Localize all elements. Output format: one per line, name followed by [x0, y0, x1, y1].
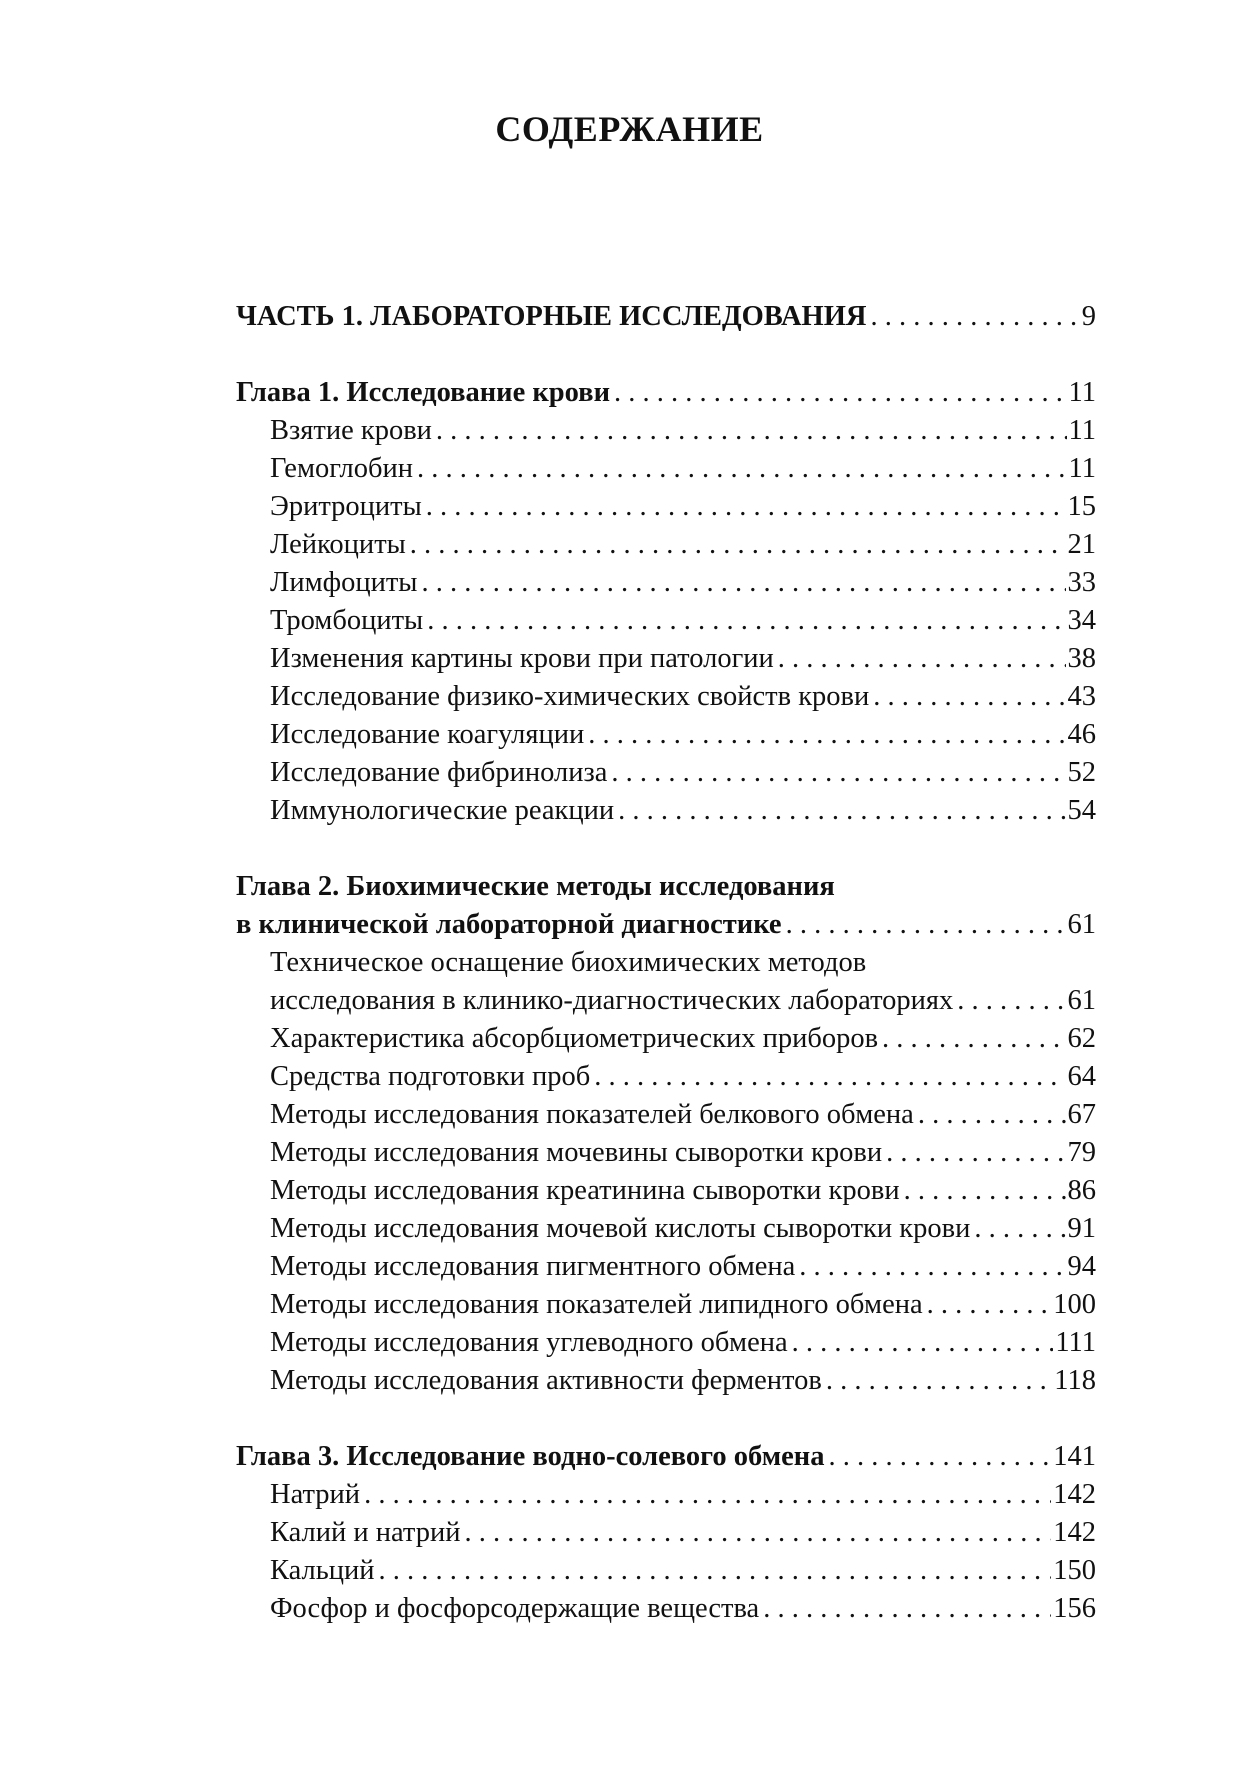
toc-page-number: 61 [1067, 909, 1096, 940]
toc-section[interactable] [236, 564, 1096, 602]
toc-section[interactable] [236, 450, 1096, 488]
toc-leader-dots [792, 1324, 1054, 1362]
toc-section-label: Характеристика абсорбциометрических приборов [270, 1023, 879, 1054]
toc-page-number: 141 [1053, 1441, 1096, 1472]
toc-leader-dots [464, 1514, 1051, 1552]
toc-section-label: Средства подготовки проб [270, 1061, 591, 1092]
toc-section-label: исследования в клинико-диагностических лабораториях [270, 985, 954, 1016]
toc-section[interactable] [236, 716, 1096, 754]
toc-section[interactable] [236, 792, 1096, 830]
toc-section[interactable] [236, 1476, 1096, 1514]
toc-chapter[interactable] [236, 1438, 1096, 1476]
toc-page-number: 11 [1068, 453, 1096, 484]
toc-section-label: Методы исследования показателей белкового обмена [270, 1099, 914, 1130]
toc-leader-dots [799, 1248, 1065, 1286]
toc-leader-dots [427, 602, 1065, 640]
toc-section[interactable] [236, 1286, 1096, 1324]
toc-section-label: Исследование физико-химических свойств крови [270, 681, 870, 712]
toc-section-label: Фосфор и фосфорсодержащие вещества [270, 1593, 760, 1624]
toc-section-label: Кальций [270, 1555, 375, 1586]
toc-section[interactable] [236, 526, 1096, 564]
toc-leader-dots [618, 792, 1065, 830]
toc-section[interactable] [236, 1248, 1096, 1286]
toc-section-label: Взятие крови [270, 415, 432, 446]
toc-page-number: 142 [1053, 1517, 1096, 1548]
toc-section-label: Методы исследования мочевины сыворотки крови [270, 1137, 883, 1168]
toc-section[interactable] [236, 1324, 1096, 1362]
toc-section[interactable] [236, 678, 1096, 716]
toc-section-label: Исследование фибринолиза [270, 757, 608, 788]
toc-section-label: Исследование коагуляции [270, 719, 585, 750]
toc-page-number: 9 [1081, 301, 1096, 332]
toc-leader-dots [957, 982, 1065, 1020]
toc-chapter[interactable] [236, 374, 1096, 412]
toc-leader-dots [594, 1058, 1065, 1096]
table-of-contents [236, 298, 1096, 1628]
toc-leader-dots [873, 678, 1065, 716]
toc-section[interactable] [236, 1362, 1096, 1400]
toc-part-label: ЧАСТЬ 1. ЛАБОРАТОРНЫЕ ИССЛЕДОВАНИЯ [236, 301, 867, 332]
toc-chapter-label: Глава 3. Исследование водно-солевого обмена [236, 1441, 825, 1472]
toc-section[interactable] [236, 488, 1096, 526]
toc-section[interactable] [236, 1058, 1096, 1096]
toc-section-label: Эритроциты [270, 491, 422, 522]
toc-leader-dots [882, 1020, 1065, 1058]
toc-page-number: 38 [1067, 643, 1096, 674]
toc-leader-dots [927, 1286, 1052, 1324]
toc-section[interactable] [236, 412, 1096, 450]
toc-page-number: 43 [1067, 681, 1096, 712]
toc-page-number: 52 [1067, 757, 1096, 788]
toc-chapter-label: Глава 1. Исследование крови [236, 377, 610, 408]
toc-page-number: 64 [1067, 1061, 1096, 1092]
toc-section-label: Методы исследования пигментного обмена [270, 1251, 796, 1282]
toc-leader-dots [417, 450, 1067, 488]
toc-section-label: Методы исследования показателей липидного обмена [270, 1289, 923, 1320]
toc-leader-dots [436, 412, 1067, 450]
toc-section[interactable] [236, 1514, 1096, 1552]
toc-section-label: Изменения картины крови при патологии [270, 643, 774, 674]
toc-page-number: 118 [1054, 1365, 1096, 1396]
toc-section-label: Методы исследования активности ферментов [270, 1365, 822, 1396]
toc-section[interactable] [236, 1020, 1096, 1058]
toc-leader-dots [974, 1210, 1065, 1248]
toc-section-label: Методы исследования креатинина сыворотки крови [270, 1175, 900, 1206]
toc-page-number: 156 [1053, 1593, 1096, 1624]
page-title: СОДЕРЖАНИЕ [495, 109, 764, 149]
toc-page-number: 33 [1067, 567, 1096, 598]
toc-section-label: Гемоглобин [270, 453, 413, 484]
toc-page-number: 79 [1067, 1137, 1096, 1168]
toc-leader-dots [611, 754, 1065, 792]
toc-chapter-line1[interactable] [236, 868, 1096, 906]
toc-page-number: 11 [1068, 415, 1096, 446]
toc-page-number: 86 [1067, 1175, 1096, 1206]
toc-section-label: Натрий [270, 1479, 361, 1510]
toc-page-number: 15 [1067, 491, 1096, 522]
toc-section[interactable] [236, 1590, 1096, 1628]
toc-section-label: Калий и натрий [270, 1517, 461, 1548]
toc-section[interactable] [236, 1210, 1096, 1248]
toc-section[interactable] [236, 1134, 1096, 1172]
toc-chapter-label: Глава 2. Биохимические методы исследования [236, 871, 835, 902]
toc-section-label: Лейкоциты [270, 529, 406, 560]
toc-page-number: 67 [1067, 1099, 1096, 1130]
toc-section[interactable] [236, 754, 1096, 792]
toc-section-label: Методы исследования углеводного обмена [270, 1327, 788, 1358]
toc-section-label: Техническое оснащение биохимических методов [270, 947, 867, 978]
toc-section[interactable] [236, 602, 1096, 640]
toc-leader-dots [421, 564, 1065, 602]
toc-section-line1[interactable] [236, 944, 1096, 982]
toc-section[interactable] [236, 1172, 1096, 1210]
toc-chapter-label: в клинической лабораторной диагностике [236, 909, 782, 940]
toc-section-label: Методы исследования мочевой кислоты сыворотки крови [270, 1213, 971, 1244]
toc-page-number: 94 [1067, 1251, 1096, 1282]
toc-leader-dots [786, 906, 1066, 944]
toc-page-number: 54 [1067, 795, 1096, 826]
toc-section[interactable] [236, 982, 1096, 1020]
toc-leader-dots [588, 716, 1065, 754]
toc-page-number: 111 [1055, 1327, 1096, 1358]
toc-leader-dots [379, 1552, 1052, 1590]
toc-section-label: Лимфоциты [270, 567, 418, 598]
toc-leader-dots [886, 1134, 1065, 1172]
toc-leader-dots [364, 1476, 1051, 1514]
toc-leader-dots [426, 488, 1066, 526]
toc-section-label: Тромбоциты [270, 605, 424, 636]
toc-page-number: 21 [1067, 529, 1096, 560]
toc-part[interactable] [236, 298, 1096, 336]
toc-page-number: 11 [1068, 377, 1096, 408]
toc-leader-dots [763, 1590, 1051, 1628]
toc-leader-dots [826, 1362, 1052, 1400]
toc-leader-dots [778, 640, 1066, 678]
toc-leader-dots [870, 298, 1079, 336]
toc-page-number: 34 [1067, 605, 1096, 636]
toc-page-number: 46 [1067, 719, 1096, 750]
toc-section[interactable] [236, 640, 1096, 678]
toc-leader-dots [828, 1438, 1051, 1476]
toc-page-number: 150 [1053, 1555, 1096, 1586]
toc-section-label: Иммунологические реакции [270, 795, 615, 826]
toc-leader-dots [904, 1172, 1066, 1210]
toc-page-number: 62 [1067, 1023, 1096, 1054]
toc-leader-dots [614, 374, 1067, 412]
toc-leader-dots [410, 526, 1066, 564]
toc-section[interactable] [236, 1096, 1096, 1134]
toc-page-number: 142 [1053, 1479, 1096, 1510]
toc-page-number: 100 [1053, 1289, 1096, 1320]
toc-section[interactable] [236, 1552, 1096, 1590]
toc-chapter[interactable] [236, 906, 1096, 944]
toc-leader-dots [918, 1096, 1066, 1134]
toc-page-number: 61 [1067, 985, 1096, 1016]
toc-page-number: 91 [1067, 1213, 1096, 1244]
